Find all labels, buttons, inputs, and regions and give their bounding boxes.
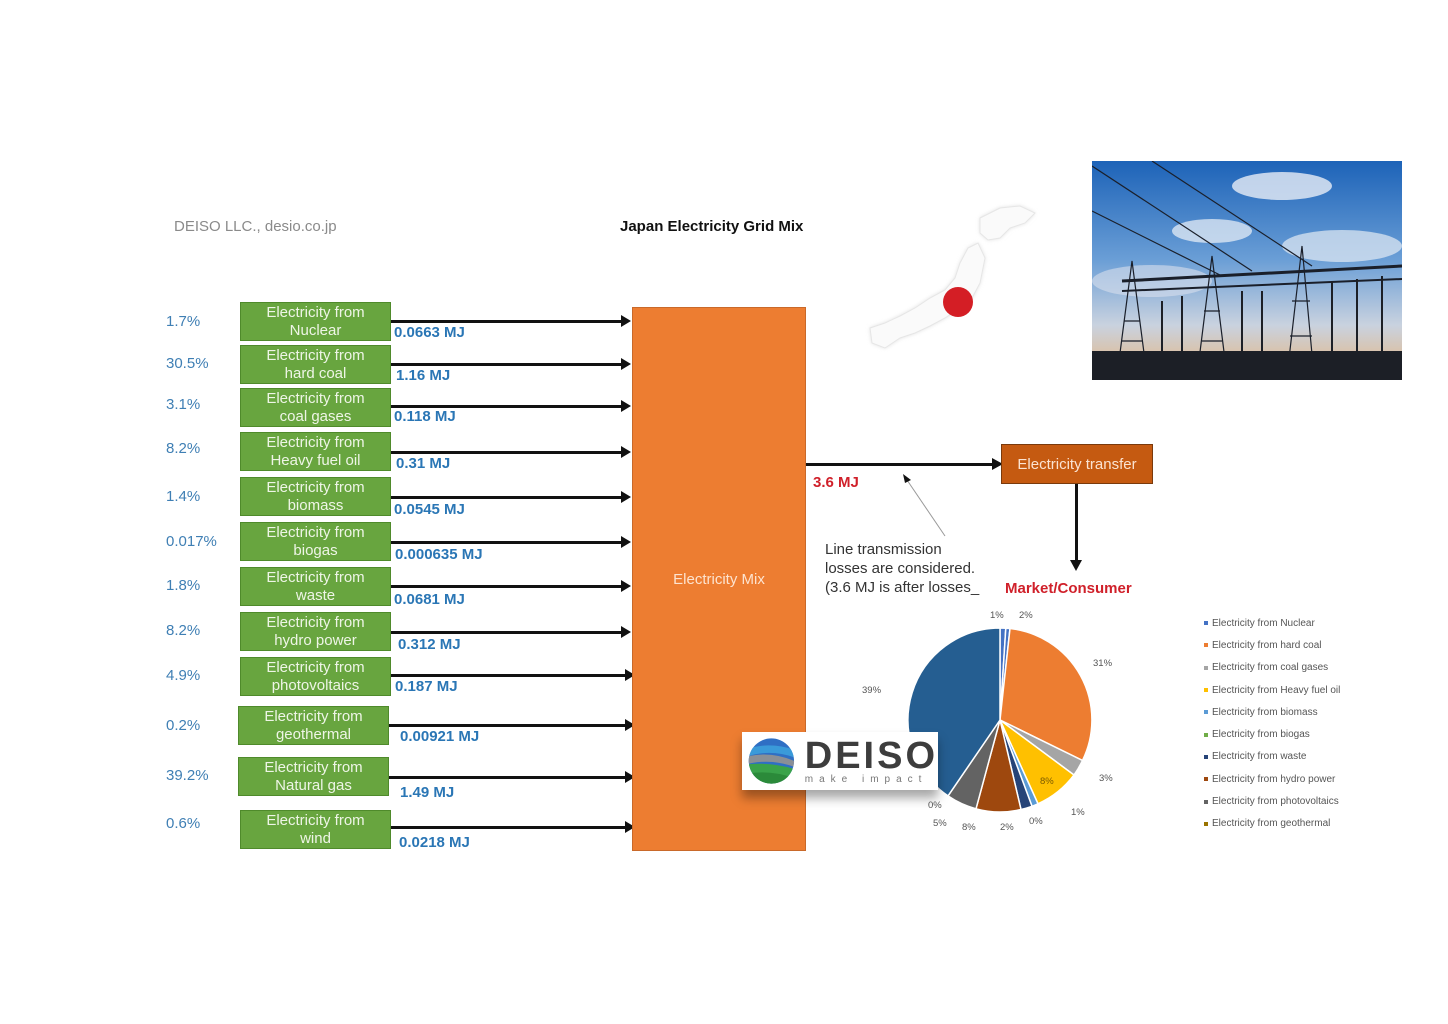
company-credit: DEISO LLC., desio.co.jp xyxy=(174,218,337,235)
source-label-line2: biogas xyxy=(293,542,338,559)
transfer-label: Electricity transfer xyxy=(1017,455,1137,473)
source-label-line1: Electricity from xyxy=(266,304,365,321)
legend-swatch-icon xyxy=(1204,666,1208,670)
globe-logo-icon xyxy=(744,735,799,787)
total-energy: 3.6 MJ xyxy=(813,474,859,491)
source-label-line2: hydro power xyxy=(274,632,357,649)
legend-swatch-icon xyxy=(1204,777,1208,781)
source-box-wind xyxy=(240,810,391,849)
source-box-hard-coal xyxy=(240,345,391,384)
legend-swatch-icon xyxy=(1204,710,1208,714)
electricity-mix-label: Electricity Mix xyxy=(673,570,765,588)
source-label-line2: coal gases xyxy=(279,408,352,425)
transmission-note xyxy=(825,540,1005,597)
source-box-coal-gases xyxy=(240,388,391,427)
source-box-natural-gas xyxy=(238,757,389,796)
pie-label: 2% xyxy=(1000,822,1014,833)
source-label-line1: Electricity from xyxy=(266,524,365,541)
flow-arrow xyxy=(391,826,627,829)
source-box-nuclear xyxy=(240,302,391,341)
electricity-transfer-box xyxy=(1001,444,1153,484)
share-percent: 3.1% xyxy=(166,396,201,413)
energy-value: 0.0663 MJ xyxy=(394,324,465,341)
source-box-biogas xyxy=(240,522,391,561)
legend-swatch-icon xyxy=(1204,822,1208,826)
share-percent: 39.2% xyxy=(166,767,209,784)
legend-item xyxy=(1204,746,1340,768)
legend-swatch-icon xyxy=(1204,643,1208,647)
output-arrow xyxy=(806,463,994,466)
flow-arrow xyxy=(391,631,623,634)
energy-value: 0.312 MJ xyxy=(398,636,461,653)
energy-value: 0.0218 MJ xyxy=(399,834,470,851)
logo-wordmark: DEISO xyxy=(804,734,938,777)
legend-label: Electricity from biogas xyxy=(1212,729,1310,741)
legend-swatch-icon xyxy=(1204,733,1208,737)
energy-value: 0.0681 MJ xyxy=(394,591,465,608)
legend-item xyxy=(1204,634,1340,656)
legend-label: Electricity from coal gases xyxy=(1212,662,1329,674)
source-box-biomass xyxy=(240,477,391,516)
flow-arrow xyxy=(391,320,623,323)
legend-label: Electricity from hard coal xyxy=(1212,639,1322,651)
legend-swatch-icon xyxy=(1204,800,1208,804)
pie-label: 1% xyxy=(1071,807,1085,818)
share-percent: 4.9% xyxy=(166,667,201,684)
flow-arrow xyxy=(391,451,623,454)
pie-label: 39% xyxy=(862,685,882,696)
source-label-line2: photovoltaics xyxy=(271,677,360,694)
legend-item xyxy=(1204,790,1340,812)
energy-value: 0.00921 MJ xyxy=(400,728,480,745)
share-percent: 8.2% xyxy=(166,622,201,639)
source-label-line1: Electricity from xyxy=(264,708,363,725)
source-label-line2: wind xyxy=(300,830,331,847)
source-label-line2: Nuclear xyxy=(289,322,342,339)
source-label-line1: Electricity from xyxy=(266,434,365,451)
legend-swatch-icon xyxy=(1204,688,1208,692)
source-label-line2: waste xyxy=(295,587,336,604)
source-label-line1: Electricity from xyxy=(266,479,365,496)
flow-arrow xyxy=(391,674,627,677)
legend-label: Electricity from waste xyxy=(1212,751,1307,763)
flow-arrow xyxy=(391,585,623,588)
source-label-line2: hard coal xyxy=(284,365,347,382)
callout-pointer-icon xyxy=(895,470,955,540)
source-label-line2: biomass xyxy=(287,497,344,514)
share-percent: 0.017% xyxy=(166,533,217,550)
legend-item xyxy=(1204,612,1340,634)
pie-label: 8% xyxy=(962,822,976,833)
legend-label: Electricity from geothermal xyxy=(1212,818,1331,830)
pie-label: 3% xyxy=(1099,773,1113,784)
source-box-photovoltaics xyxy=(240,657,391,696)
note-line: (3.6 MJ is after losses_ xyxy=(825,579,980,596)
pie-label: 31% xyxy=(1093,658,1113,669)
source-label-line1: Electricity from xyxy=(266,347,365,364)
source-label-line2: geothermal xyxy=(275,726,352,743)
share-percent: 1.8% xyxy=(166,577,201,594)
pie-label: 0% xyxy=(928,800,942,811)
energy-value: 0.000635 MJ xyxy=(395,546,483,563)
energy-value: 0.118 MJ xyxy=(394,408,456,425)
flow-arrow xyxy=(391,541,623,544)
legend-label: Electricity from biomass xyxy=(1212,706,1318,718)
legend-item xyxy=(1204,679,1340,701)
pie-label: 1% xyxy=(990,610,1004,621)
energy-value: 1.49 MJ xyxy=(400,784,455,801)
source-label-line1: Electricity from xyxy=(266,812,365,829)
legend-item xyxy=(1204,813,1340,835)
legend-item xyxy=(1204,768,1340,790)
pie-label: 2% xyxy=(1019,610,1033,621)
share-percent: 0.6% xyxy=(166,815,201,832)
source-label-line1: Electricity from xyxy=(266,614,365,631)
legend-item xyxy=(1204,657,1340,679)
source-box-heavy-fuel-oil xyxy=(240,432,391,471)
energy-value: 0.0545 MJ xyxy=(394,501,465,518)
logo-tagline: make impact xyxy=(804,773,928,785)
flow-arrow xyxy=(391,496,623,499)
legend-label: Electricity from photovoltaics xyxy=(1212,796,1339,808)
energy-value: 1.16 MJ xyxy=(396,367,451,384)
flow-arrow xyxy=(391,363,623,366)
legend-swatch-icon xyxy=(1204,755,1208,759)
source-label-line2: Heavy fuel oil xyxy=(270,452,361,469)
page-title: Japan Electricity Grid Mix xyxy=(620,218,804,235)
market-consumer-label: Market/Consumer xyxy=(1005,580,1132,597)
pie-legend xyxy=(1204,612,1340,835)
flow-arrow xyxy=(389,776,627,779)
source-label-line1: Electricity from xyxy=(266,569,365,586)
pie-label: 5% xyxy=(933,818,947,829)
legend-label: Electricity from Heavy fuel oil xyxy=(1212,684,1341,696)
share-percent: 1.4% xyxy=(166,488,201,505)
share-percent: 8.2% xyxy=(166,440,201,457)
source-box-waste xyxy=(240,567,391,606)
down-arrow xyxy=(1075,484,1078,562)
source-label-line2: Natural gas xyxy=(275,777,352,794)
power-substation-photo xyxy=(1092,161,1402,380)
source-label-line1: Electricity from xyxy=(266,659,365,676)
pie-label: 8% xyxy=(1040,776,1054,787)
share-percent: 0.2% xyxy=(166,717,201,734)
legend-item xyxy=(1204,723,1340,745)
legend-label: Electricity from hydro power xyxy=(1212,773,1336,785)
share-percent: 1.7% xyxy=(166,313,201,330)
note-line: Line transmission xyxy=(825,541,942,558)
deiso-logo xyxy=(742,732,938,790)
source-label-line1: Electricity from xyxy=(266,390,365,407)
energy-value: 0.187 MJ xyxy=(395,678,458,695)
energy-value: 0.31 MJ xyxy=(396,455,451,472)
pie-label: 0% xyxy=(1029,816,1043,827)
legend-item xyxy=(1204,701,1340,723)
legend-label: Electricity from Nuclear xyxy=(1212,617,1315,629)
source-label-line1: Electricity from xyxy=(264,759,363,776)
source-box-hydro-power xyxy=(240,612,391,651)
note-line: losses are considered. xyxy=(825,560,976,577)
flow-arrow xyxy=(389,724,627,727)
grid-mix-pie-chart xyxy=(900,620,1100,820)
legend-swatch-icon xyxy=(1204,621,1208,625)
source-box-geothermal xyxy=(238,706,389,745)
share-percent: 30.5% xyxy=(166,355,209,372)
japan-map-icon xyxy=(860,198,1050,363)
